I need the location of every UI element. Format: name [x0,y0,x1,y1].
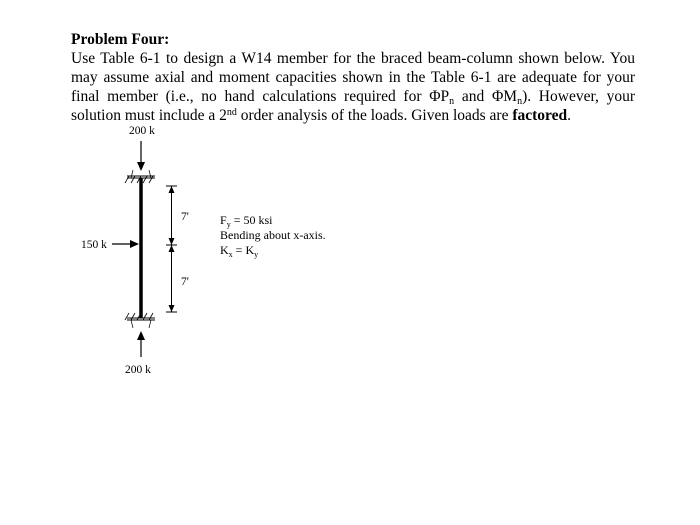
k-factor-label: $K_x = K_y$ [220,243,259,259]
lateral-load-arrow [112,240,139,248]
bottom-load-label: 200 k [125,364,151,376]
phi-m-symbol: ΦM [491,88,518,105]
factored-bold: factored [512,107,568,124]
phi-p-subscript: n [449,96,455,107]
bottom-load-arrow [137,331,145,357]
phi-m-subscript: n [517,96,523,107]
length-dimension-line [166,186,177,312]
lower-length-label: 7' [181,276,189,288]
text-part-1: Use Table 6-1 to design a W14 member for the braced beam-column shown below. You may assume axial and moment capacities shown in the Table 6-1 are adequate for your final member (i.e., no hand calculations required for [71,50,635,105]
top-load-label: 200 k [129,125,155,137]
ordinal-superscript: nd [226,107,237,118]
top-load-arrow [137,141,145,171]
yield-stress-label: $F_y = 50$ ksi [220,213,273,229]
lateral-load-label: 150 k [81,239,107,251]
upper-length-label: 7' [181,211,189,223]
bending-axis-label: Bending about x-axis. [220,228,326,242]
text-part-3: order analysis of the loads. Given loads are [236,107,513,124]
text-and: and [454,88,492,105]
bottom-pin-support [125,313,155,328]
text-part-2: ). However, your solution must include a 2 [71,88,635,124]
text-period: . [567,107,572,124]
problem-title: Problem Four: [71,31,170,48]
phi-p-symbol: ΦP [429,88,450,105]
